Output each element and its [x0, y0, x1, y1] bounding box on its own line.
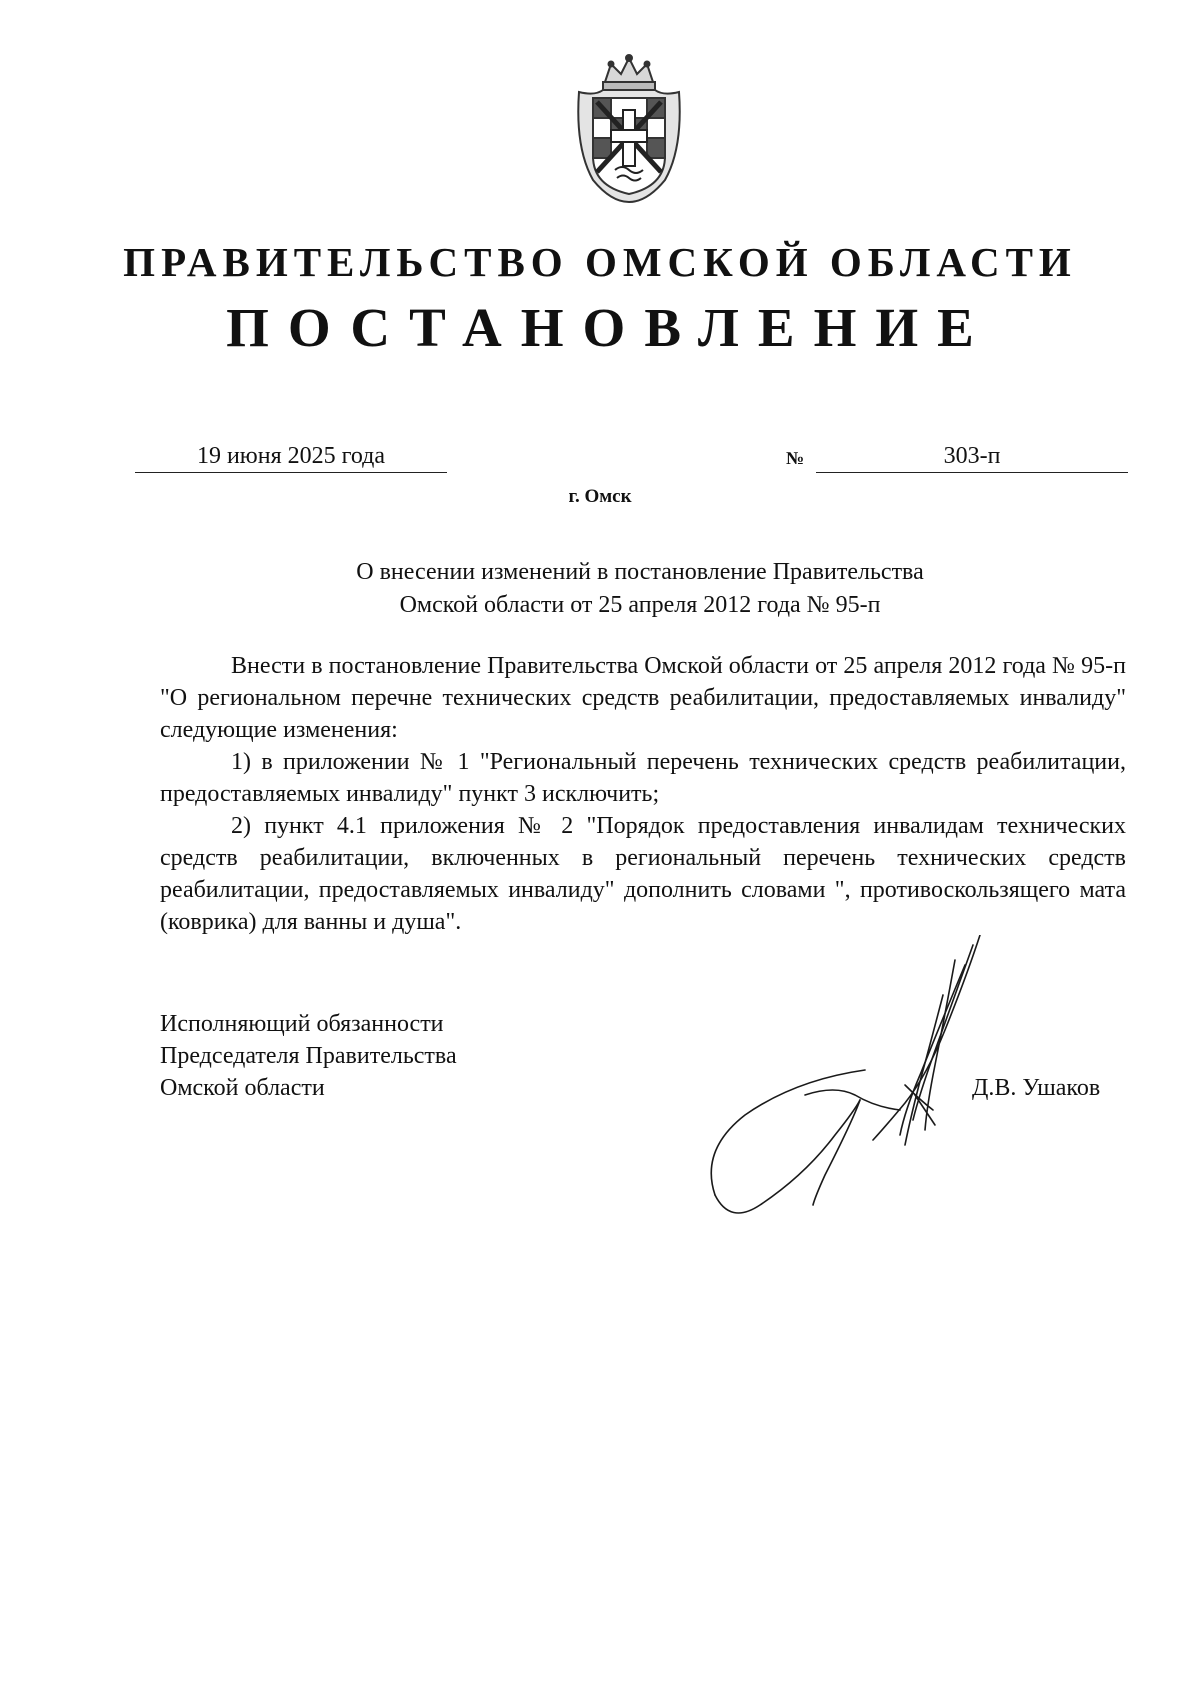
subject-line-2: Омской области от 25 апреля 2012 года № 95-п [399, 592, 881, 618]
number-sign: № [786, 448, 805, 468]
coat-of-arms-icon [571, 52, 687, 204]
organization-title: ПРАВИТЕЛЬСТВО ОМСКОЙ ОБЛАСТИ [123, 239, 1077, 285]
signer-name: Д.В. Ушаков [972, 1075, 1101, 1101]
signer-position-line-1: Исполняющий обязанности [160, 1011, 444, 1037]
signer-position-line-3: Омской области [160, 1075, 325, 1101]
signer-position-line-2: Председателя Правительства [160, 1043, 457, 1069]
document-number: 303-п [816, 440, 1128, 473]
body-item-1: 1) в приложении № 1 "Региональный перечень технических средств реабилитации, предоставляемых инвалиду" пункт 3 исключить; [160, 749, 1126, 807]
document-body [160, 650, 1126, 938]
document-type-title: ПОСТАНОВЛЕНИЕ [226, 297, 993, 358]
document-date: 19 июня 2025 года [135, 440, 447, 473]
subject-line-1: О внесении изменений в постановление Правительства [356, 559, 924, 585]
body-item-2: 2) пункт 4.1 приложения № 2 "Порядок предоставления инвалидам технических средств реабилитации, включенных в региональный перечень технических средств реабилитации, предоставляемых инвалиду" дополнить словами ", противоскользящего мата (коврика) для ванны и душа". [160, 813, 1126, 935]
document-subject [200, 556, 1080, 622]
body-paragraph-intro: Внести в постановление Правительства Омской области от 25 апреля 2012 года № 95-п "О региональном перечне технических средств реабилитации, предоставляемых инвалиду" следующие изменения: [160, 653, 1126, 743]
handwritten-signature-icon [705, 935, 995, 1225]
signer-position [160, 1008, 457, 1104]
document-city: г. Омск [568, 486, 632, 507]
